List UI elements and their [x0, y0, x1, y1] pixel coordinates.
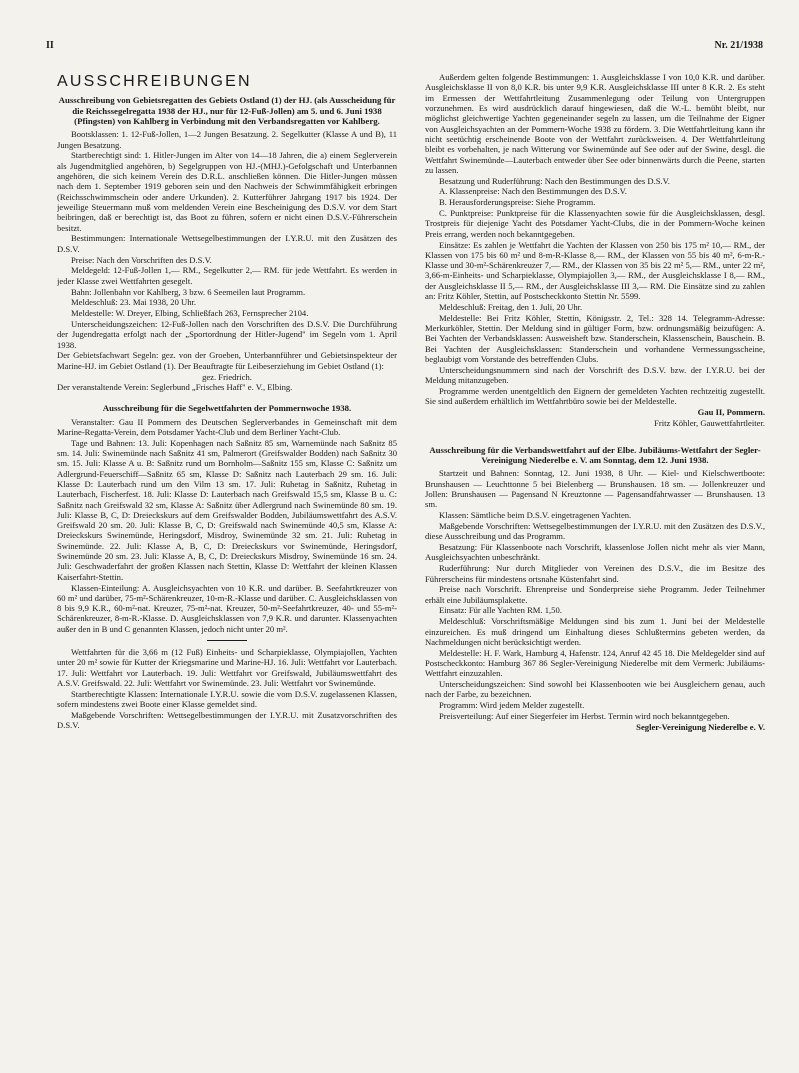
paragraph: Bahn: Jollenbahn vor Kahlberg, 3 bzw. 6 Seemeilen laut Programm. [71, 286, 306, 297]
divider [207, 640, 247, 641]
paragraph: Außerdem gelten folgende Bestimmungen: 1. Ausgleichsklasse I von 10,0 K.R. und darüber. Ausgleichsklasse II von 8,0 K.R. bis unter 9,9 K.R. Ausgleichsklasse III unter 8 K.R. 2. Es steht im Ermessen der Wettfahrtleitung Zusammenlegung oder Teilung von Untergruppen vorzunehmen. Es wird ausdrücklich darauf hingewiesen, daß die W.-L. bemüht bleibt, nur möglichst gleichwertige Yachten gegeneinander segeln zu lassen, um die Teilnahme der Eigner von Ausgleichsyachten an der Pommern-Woche 1938 zu fördern. 3. Die Wettfahrtleitung kann ihr nicht seetüchtig erscheinende Boote von der Wettfahrt zurückweisen. 4. Der Wettfahrtleitung bleibt es vorbehalten, je nach Witterung vor Swinemünde auf See oder auf der Swine, desgl. die Wettfahrt Swinemünde—Lauterbach entweder über See oder binnenwärts durch die Peene, starten zu lassen. [425, 72, 765, 175]
signature-niederelbe: Segler-Vereinigung Niederelbe e. V. [636, 721, 765, 732]
left-column [57, 72, 397, 1062]
paragraph: Meldegeld: 12-Fuß-Jollen 1,— RM., Segelkutter 2,— RM. für jede Wettfahrt. Es werden in jeder Klasse zwei Wettfahrten gesegelt. [57, 265, 397, 286]
paragraph: Meldestelle: Bei Fritz Köhler, Stettin, Königsstr. 2, Tel.: 328 14. Telegramm-Adresse: Merkurköhler, Stettin. Der Meldung sind in gültiger Form, bzw. ordnungsmäßig beizufügen: A. Bei Yachten der Verbandsklassen: Ausweisheft bzw. Standerschein, Klassenschein, Bauschein. B. Bei Yachten der Ausgleichsklassen: Standerschein und vorhandene Vermessungsscheine, beglaubigt vom Vorstande des betreffenden Clubs. [425, 312, 765, 364]
paragraph: Wettfahrten für die 3,66 m (12 Fuß) Einheits- und Scharpieklasse, Olympiajollen, Yachten unter 20 m² sowie für Kutter der Kriegsmarine und Marine-HJ. 16. Juli: Wettfahrt vor Lauterbach. 17. Juli: Wettfahrt vor Lauterbach. 19. Juli: Wettfahrt vor Greifswald, Jubiläumswettfahrt des A.S.V. Greifswald. 22. Juli: Wettfahrt vor Swinemünde. 23. Juli: Wettfahrt vor Swinemünde. [57, 647, 397, 688]
right-column [425, 72, 765, 1062]
paragraph: Einsätze: Es zahlen je Wettfahrt die Yachten der Klassen von 250 bis 175 m² 10,— RM., der Klassen von 175 bis 60 m² und 8-m-R-Klasse 8,— RM., der Klassen von 55 bis 40 m², 6-m-R.-Klasse und 30-m²-Schärenkreuzer 7,— RM., der Klassen von 35 bis 22 m² 5,— RM., unter 22 m², 3,66-m-Einheits- und Scharpieklasse, Olympiajollen 3,— RM., der Ausgleichsklasse I 8,— RM., der Ausgleichsklasse II 5,— RM., der Ausgleichsklasse III 3,— RM. Die Einsätze sind zu zahlen an: Fritz Köhler, Stettin, auf Postscheckkonto Stettin Nr. 5599. [425, 239, 765, 302]
paragraph: Veranstalter: Gau II Pommern des Deutschen Seglerverbandes in Gemeinschaft mit dem Marine-Regatta-Verein, dem Potsdamer Yacht-Club und dem Berliner Yacht-Club. [57, 416, 397, 437]
paragraph: Besatzung und Ruderführung: Nach den Bestimmungen des D.S.V. [439, 175, 670, 186]
paragraph: Klassen: Sämtliche beim D.S.V. eingetragenen Yachten. [439, 510, 632, 521]
paragraph: Tage und Bahnen: 13. Juli: Kopenhagen nach Saßnitz 85 sm, Warnemünde nach Saßnitz 85 sm. 14. Juli: Swinemünde nach Saßnitz 41 sm, Palmerort (Greifswalder Bodden) nach Saßnitz 30 sm. 15. Juli: Klasse A u. B: Saßnitz rund um Bornholm—Saßnitz 155 sm, Klasse C: Saßnitz um Adlergrund-Feuerschiff—Saßnitz 65 sm, Klasse D: Saßnitz nach Lauterbach 29 sm. 16. Juli: Klasse D: Lauterbach rund um den Vilm 13 sm. 17. Juli: Ruhetag in Saßnitz, Ruhetag in Lauterbach, Fischerfest. 18. Juli: Klasse D: Lauterbach nach Greifswald 15,5 sm, Klasse B u. C: Saßnitz nach Greifswald 32 sm, Klasse A: Saßnitz über Adlergrund nach Swinemünde 80 sm. 19. Juli: Klasse B, C, D: Dreieckskurs auf dem Greifswalder Bodden, Jubiläumswettfahrt des A.S.V. Greifswald 20 sm. 20. Juli: Klasse B, C, D: Greifswald nach Swinemünde 40,5 sm, Klasse A: Dreieckskurs Swinemünde, Heringsdorf, Misdroy, Swinemünde 32 sm. 21. Juli: Ruhetag in Swinemünde. 22. Juli: Klasse A, B, C, D: Dreieckskurs vor Swinemünde, Heringsdorf, Swinemünde 20 sm. 23. Juli: Klasse A, B, C, D: Dreieckskurs Misdroy, Swinemünde 16 sm. 24. Juli: Geschwaderfahrt der großen Klassen nach Stettin, Klasse D: Wettfahrt der kleinen Klassen Kaiserfahrt-Stettin. [57, 437, 397, 582]
paragraph: Preisverteilung: Auf einer Siegerfeier im Herbst. Termin wird noch bekanntgegeben. [439, 711, 730, 722]
paragraph: Der Gebietsfachwart Segeln: gez. von der Groeben, Unterbannführer und Gebietsinspekteur der Marine-HJ. im Gebiet Ostland (1). Der Beauftragte für Leibeserziehung im Gebiet Ostland (1): [57, 350, 397, 371]
section-heading-ostland: Ausschreibung von Gebietsregatten des Gebiets Ostland (1) der HJ. (als Ausscheidung für die Reichssegelregatta 1938 der HJ., nur für 12-Fuß-Jollen) am 5. und 6. Juni 1938 (Pfingsten) von Kahlberg in Verbindung mit den Verbandsregatten vor Kahlberg. [58, 95, 396, 126]
paragraph: Preise nach Vorschrift. Ehrenpreise und Sonderpreise siehe Programm. Jeder Teilnehmer erhält eine Jubiläumsplakette. [425, 584, 765, 605]
paragraph: Maßgebende Vorschriften: Wettsegelbestimmungen der I.Y.R.U. mit Zusatzvorschriften des D.S.V. [57, 709, 397, 731]
paragraph: Unterscheidungszeichen: 12-Fuß-Jollen nach den Vorschriften des D.S.V. Die Durchführung der Jugendregatta erfolgt nach der „Sportordnung der Hitler-Jugend" im Segeln vom 1. April 1938. [57, 318, 397, 350]
paragraph: Startberechtigte Klassen: Internationale I.Y.R.U. sowie die vom D.S.V. zugelassenen Klassen, sofern mindestens zwei Boote einer Klasse gemeldet sind. [57, 688, 397, 710]
section-heading-elbe: Ausschreibung für die Verbandswettfahrt auf der Elbe. Jubiläums-Wettfahrt der Segler-Vereinigung Niederelbe e. V. am Sonntag, dem 12. Juni 1938. [429, 444, 761, 465]
signature: gez. Friedrich. [202, 371, 252, 382]
paragraph: Einsatz: Für alle Yachten RM. 1,50. [439, 605, 562, 616]
paragraph: Meldeschluß: Vorschriftsmäßige Meldungen sind bis zum 1. Juni bei der Meldestelle einzureichen. Es muß dringend um Einhaltung dieses Schlußtermins gebeten werden, da Nachmeldungen nicht berücksichtigt werden. [425, 616, 765, 647]
paragraph: C. Punktpreise: Punktpreise für die Klassenyachten sowie für die Ausgleichsklassen, desgl. Trostpreis für diejenige Yacht des Potsdamer Yacht-Clubs, die in der Pommern-Woche keinen Preis errang, werden noch bekanntgegeben. [425, 208, 765, 239]
section-heading-pommernwoche: Ausschreibung für die Segelwettfahrten der Pommernwoche 1938. [102, 403, 352, 414]
paragraph: Startzeit und Bahnen: Sonntag, 12. Juni 1938, 8 Uhr. — Kiel- und Kielschwertboote: Brunshausen — Leuchttonne 5 bei Bielenberg — Brunshausen. 18 sm. — Jollenkreuzer und Jollen: Brunshausen — Pagensand N Kreuztonne — Pagensandfahrwasser — Brunshausen. 13 sm. [425, 468, 765, 510]
paragraph: Bootsklassen: 1. 12-Fuß-Jollen, 1—2 Jungen Besatzung. 2. Segelkutter (Klasse A und B), 11 Jungen Besatzung. [57, 129, 397, 150]
issue-number: Nr. 21/1938 [714, 40, 763, 51]
paragraph: Meldestelle: H. F. Wark, Hamburg 4, Hafenstr. 124, Anruf 42 45 18. Die Meldegelder sind auf Postscheckkonto: Hamburg 367 86 Segler-Vereinigung Niederelbe mit dem Vermerk: Jubiläums-Wettfahrt einzuzahlen. [425, 647, 765, 679]
signature-gau: Gau II, Pommern. [697, 407, 765, 417]
page-header [46, 40, 763, 54]
page-title: AUSSCHREIBUNGEN [57, 73, 252, 90]
paragraph: A. Klassenpreise: Nach den Bestimmungen des D.S.V. [439, 186, 627, 197]
page-number: II [46, 40, 54, 51]
paragraph: Preise: Nach den Vorschriften des D.S.V. [71, 254, 212, 265]
paragraph: Besatzung: Für Klassenboote nach Vorschrift, klassenlose Jollen nicht mehr als vier Mann, Ausgleichsyachten unbeschränkt. [425, 542, 765, 563]
organizer-line: Der veranstaltende Verein: Seglerbund „Frisches Haff" e. V., Elbing. [57, 382, 293, 393]
paragraph: Meldeschluß: Freitag, den 1. Juli, 20 Uhr. [439, 301, 583, 312]
paragraph: Maßgebende Vorschriften: Wettsegelbestimmungen der I.Y.R.U. mit den Zusätzen des D.S.V., diese Ausschreibung und das Programm. [425, 520, 765, 542]
paragraph: Bestimmungen: Internationale Wettsegelbestimmungen der I.Y.R.U. mit den Zusätzen des D.S.V. [57, 233, 397, 254]
paragraph: Klassen-Einteilung: A. Ausgleichsyachten von 10 K.R. und darüber. B. Seefahrtkreuzer von 60 m² und darüber, 75-m²-Schärenkreuzer, 10-m-R.-Klasse und darüber. C. Ausgleichsklassen von 8 bis 9,9 K.R., 60-m²-nat. Kreuzer, 75-m²-nat. Kreuzer, 50-m²-Seefahrtkreuzer, 40- und 55-m²-Schärenkreuzer, 8-m-R.-Klasse. D. Ausgleichsklassen von 7,9 K.R. und darunter. Klassenyachten außer den in B und C genannten Klassen, jedoch nicht unter 20 m². [57, 582, 397, 634]
paragraph: Meldeschluß: 23. Mai 1938, 20 Uhr. [71, 297, 197, 308]
signature-koehler: Fritz Köhler, Gauwettfahrtleiter. [654, 417, 765, 428]
paragraph: B. Herausforderungspreise: Siehe Programm. [439, 197, 596, 208]
paragraph: Unterscheidungszeichen: Sind sowohl bei Klassenbooten wie bei Ausgleichern genau, auch nach der Farbe, zu bezeichnen. [425, 679, 765, 700]
paragraph: Startberechtigt sind: 1. Hitler-Jungen im Alter von 14—18 Jahren, die a) einem Seglerverein als Jugendmitglied angehören, b) Segelgruppen von HJ.-(MHJ.)-Gefolgschaft und Unterbannen angehören, die sich keinem Verein des D.R.L. anschließen können. Die Hitler-Jungen müssen nach dem 1. September 1919 geboren sein und den Nachweis der Schwimmfähigkeit erbringen (Reichsschwimmschein oder andere Urkunden). 2. Kutterführer Jahrgang 1917 bis 1924. Der jeweilige Steuermann muß vom meldenden Verein eine Bescheinigung des D.S.V. vor dem Start beibringen, daß er berechtigt ist, das Boot zu führen, sofern er nicht einen D.S.V.-Führerschein besitzt. [57, 150, 397, 233]
paragraph: Programm: Wird jedem Melder zugestellt. [439, 700, 585, 711]
paragraph: Unterscheidungsnummern sind nach der Vorschrift des D.S.V. bzw. der I.Y.R.U. bei der Meldung mitanzugeben. [425, 364, 765, 386]
paragraph: Meldestelle: W. Dreyer, Elbing, Schließfach 263, Fernsprecher 2104. [71, 308, 309, 319]
paragraph: Programme werden unentgeltlich den Eignern der gemeldeten Yachten rechtzeitig zugestellt. Sie sind außerdem erhältlich im Wettfahrtbüro sowie bei der Meldestelle. [425, 385, 765, 407]
paragraph: Ruderführung: Nur durch Mitglieder von Vereinen des D.S.V., die im Besitze des Führerscheins für mindestens ortsnahe Küstenfahrt sind. [425, 563, 765, 584]
